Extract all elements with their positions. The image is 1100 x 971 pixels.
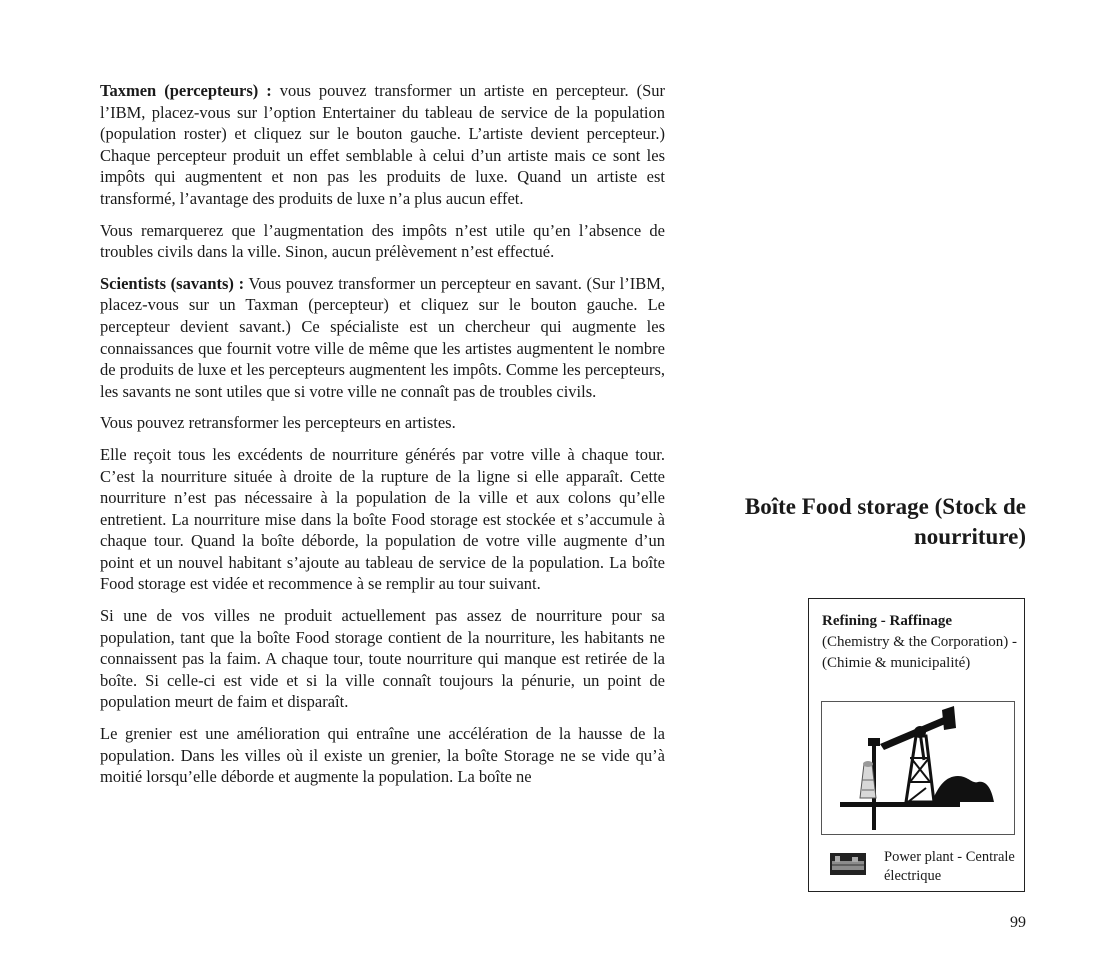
paragraph-taxmen [100, 80, 665, 210]
paragraph-scientists [100, 273, 665, 403]
paragraph-food-box: Elle reçoit tous les excédents de nourriture générés par votre ville à chaque tour. C’est la nourriture située à droite de la rupture de la ligne si elle apparaît. Cette nourriture n’est pas nécessaire à la population de la ville et aux colons qu’elle entretient. La nourriture mise dans la boîte Food storage est stockée et s’accumule à chaque tour. Quand la boîte déborde, la population de votre ville augmente d’un point et un nouvel habitant s’ajoute au tableau de service de la population. La boîte Food storage est vidée et recommence à se remplir au tour suivant. [100, 444, 665, 594]
body-text [100, 80, 665, 798]
taxmen-description: vous pouvez transformer un artiste en percepteur. (Sur l’IBM, placez-vous sur l’option Entertainer du tableau de service de la population (population roster) et cliquez sur le bouton gauche. L’artiste devient percepteur.) Chaque percepteur produit un effet semblable à celui d’un artiste mais ce sont les impôts qui augmentent et non pas les produits de luxe. Quand un artiste est transformé, l’avantage des produits de luxe n’a plus aucun effet. [100, 81, 665, 208]
oil-pump-icon [821, 701, 1015, 835]
advance-prerequisites: (Chemistry & the Corporation) - (Chimie & municipalité) [822, 634, 1017, 671]
section-heading: Boîte Food storage (Stock de nourriture) [744, 494, 1026, 549]
paragraph-taxes-note: Vous remarquerez que l’augmentation des impôts n’est utile qu’en l’absence de troubles civils dans la ville. Sinon, aucun prélèvement n’est effectué. [100, 220, 665, 262]
term-taxmen: Taxmen (percepteurs) : [100, 81, 272, 100]
term-scientists: Scientists (savants) : [100, 273, 245, 293]
requirement-text: Power plant - Centrale électrique [884, 849, 1015, 884]
paragraph-granary: Le grenier est une amélioration qui entraîne une accélération de la hausse de la population. Dans les villes où il existe un grenier, la boîte Storage ne se vide qu’à moitié lorsqu’elle déborde et augmente la population. La boîte ne [100, 724, 665, 787]
requirement-row [822, 848, 1022, 888]
paragraph-famine: Si une de vos villes ne produit actuellement pas assez de nourriture pour sa population, tant que la boîte Food storage contient de la nourriture, les habitants ne connaissent pas la faim. A chaque tour, toute nourriture qui manque est retirée de la boîte. Si celle-ci est vide et si la ville connaît toujours la pénurie, un point de population meurt de faim et disparaît. [100, 606, 665, 712]
advance-name: Refining - Raffinage [822, 613, 952, 629]
power-plant-icon [830, 853, 866, 875]
page-number: 99 [1010, 914, 1026, 931]
scientists-description: Vous pouvez transformer un percepteur en savant. (Sur l’IBM, placez-vous sur un Taxman (percepteur) et cliquez sur le bouton gauche. Le percepteur devient savant.) Ce spécialiste est un chercheur qui augmente les connaissances que fournit votre ville de même que les artistes augmentent le nombre de produits de luxe et les percepteurs augmentent les impôts. Comme les percepteurs, les savants ne sont utiles que si votre ville ne connaît pas de troubles civils. [100, 273, 665, 401]
paragraph-retransform: Vous pouvez retransformer les percepteurs en artistes. [100, 413, 456, 433]
advance-sidebar-box [808, 598, 1025, 892]
advance-title [822, 611, 1017, 674]
